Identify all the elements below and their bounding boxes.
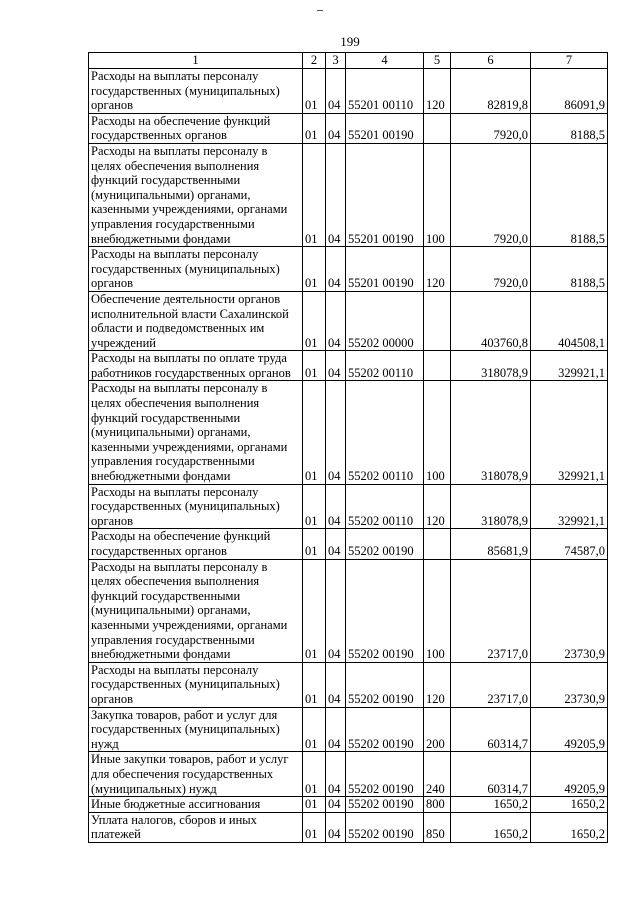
header-col-7: 7 — [531, 53, 608, 69]
row-expense-type: 120 — [424, 69, 451, 114]
row-section: 01 — [303, 291, 326, 350]
row-subsection: 04 — [326, 797, 346, 813]
row-amount-col7: 329921,1 — [531, 484, 608, 529]
table-row — [89, 812, 608, 842]
row-amount-col6: 60314,7 — [451, 752, 531, 797]
row-target-article: 55201 00190 — [346, 113, 424, 143]
row-subsection: 04 — [326, 113, 346, 143]
row-expense-type: 100 — [424, 143, 451, 246]
row-section: 01 — [303, 143, 326, 246]
header-col-1: 1 — [89, 53, 303, 69]
row-section: 01 — [303, 247, 326, 292]
header-col-3: 3 — [326, 53, 346, 69]
table-row — [89, 662, 608, 707]
row-amount-col7: 8188,5 — [531, 247, 608, 292]
row-section: 01 — [303, 707, 326, 752]
row-amount-col6: 23717,0 — [451, 559, 531, 662]
row-subsection: 04 — [326, 662, 346, 707]
table-header-row — [89, 53, 608, 69]
row-expense-type: 120 — [424, 662, 451, 707]
row-expense-type: 100 — [424, 559, 451, 662]
row-name: Расходы на обеспечение функций государственных органов — [89, 113, 303, 143]
row-name: Закупка товаров, работ и услуг для государственных (муниципальных) нужд — [89, 707, 303, 752]
row-section: 01 — [303, 529, 326, 559]
row-name: Расходы на выплаты персоналу в целях обеспечения выполнения функций государственными (муниципальными) органами, казенными учреждениями, органами управления государственными внебюджетными фондами — [89, 143, 303, 246]
row-expense-type — [424, 113, 451, 143]
row-subsection: 04 — [326, 529, 346, 559]
row-section: 01 — [303, 69, 326, 114]
table-row — [89, 797, 608, 813]
row-name: Расходы на выплаты персоналу в целях обеспечения выполнения функций государственными (муниципальными) органами, казенными учреждениями, органами управления государственными внебюджетными фондами — [89, 559, 303, 662]
row-target-article: 55201 00190 — [346, 143, 424, 246]
row-amount-col7: 404508,1 — [531, 291, 608, 350]
row-section: 01 — [303, 662, 326, 707]
row-amount-col6: 23717,0 — [451, 662, 531, 707]
table-row — [89, 143, 608, 246]
row-amount-col6: 85681,9 — [451, 529, 531, 559]
row-subsection: 04 — [326, 381, 346, 484]
row-amount-col7: 74587,0 — [531, 529, 608, 559]
row-expense-type: 850 — [424, 812, 451, 842]
row-expense-type: 100 — [424, 381, 451, 484]
row-expense-type: 120 — [424, 484, 451, 529]
row-subsection: 04 — [326, 752, 346, 797]
row-section: 01 — [303, 797, 326, 813]
row-name: Расходы на выплаты персоналу государственных (муниципальных) органов — [89, 69, 303, 114]
table-body — [89, 53, 608, 843]
row-amount-col7: 86091,9 — [531, 69, 608, 114]
row-target-article: 55202 00190 — [346, 707, 424, 752]
row-name: Расходы на выплаты по оплате труда работников государственных органов — [89, 351, 303, 381]
row-subsection: 04 — [326, 247, 346, 292]
row-target-article: 55202 00190 — [346, 797, 424, 813]
header-col-2: 2 — [303, 53, 326, 69]
row-expense-type: 240 — [424, 752, 451, 797]
header-col-5: 5 — [424, 53, 451, 69]
row-subsection: 04 — [326, 812, 346, 842]
row-name: Расходы на выплаты персоналу государственных (муниципальных) органов — [89, 662, 303, 707]
table-row — [89, 484, 608, 529]
row-target-article: 55202 00190 — [346, 662, 424, 707]
row-amount-col6: 7920,0 — [451, 143, 531, 246]
budget-table — [88, 52, 608, 843]
table-row — [89, 529, 608, 559]
row-amount-col7: 49205,9 — [531, 752, 608, 797]
row-expense-type — [424, 291, 451, 350]
row-expense-type: 800 — [424, 797, 451, 813]
table-row — [89, 291, 608, 350]
row-name: Расходы на выплаты персоналу государственных (муниципальных) органов — [89, 484, 303, 529]
row-amount-col6: 318078,9 — [451, 351, 531, 381]
row-expense-type: 120 — [424, 247, 451, 292]
row-amount-col6: 403760,8 — [451, 291, 531, 350]
row-amount-col6: 318078,9 — [451, 381, 531, 484]
table-row — [89, 381, 608, 484]
row-name: Уплата налогов, сборов и иных платежей — [89, 812, 303, 842]
row-subsection: 04 — [326, 69, 346, 114]
scan-mark — [317, 10, 323, 11]
table-row — [89, 351, 608, 381]
row-amount-col7: 1650,2 — [531, 812, 608, 842]
header-col-4: 4 — [346, 53, 424, 69]
row-subsection: 04 — [326, 351, 346, 381]
row-name: Расходы на обеспечение функций государственных органов — [89, 529, 303, 559]
table-row — [89, 559, 608, 662]
row-subsection: 04 — [326, 559, 346, 662]
row-name: Расходы на выплаты персоналу в целях обеспечения выполнения функций государственными (муниципальными) органами, казенными учреждениями, органами управления государственными внебюджетными фондами — [89, 381, 303, 484]
row-section: 01 — [303, 559, 326, 662]
row-target-article: 55202 00190 — [346, 812, 424, 842]
row-subsection: 04 — [326, 484, 346, 529]
row-target-article: 55202 00000 — [346, 291, 424, 350]
row-subsection: 04 — [326, 291, 346, 350]
row-expense-type — [424, 351, 451, 381]
table-row — [89, 707, 608, 752]
row-target-article: 55202 00190 — [346, 559, 424, 662]
row-amount-col7: 8188,5 — [531, 113, 608, 143]
row-expense-type — [424, 529, 451, 559]
row-name: Расходы на выплаты персоналу государственных (муниципальных) органов — [89, 247, 303, 292]
row-amount-col7: 49205,9 — [531, 707, 608, 752]
row-amount-col6: 318078,9 — [451, 484, 531, 529]
row-target-article: 55202 00110 — [346, 484, 424, 529]
row-amount-col7: 329921,1 — [531, 381, 608, 484]
row-amount-col6: 7920,0 — [451, 113, 531, 143]
row-amount-col7: 23730,9 — [531, 662, 608, 707]
table-row — [89, 113, 608, 143]
row-amount-col7: 8188,5 — [531, 143, 608, 246]
row-amount-col7: 329921,1 — [531, 351, 608, 381]
row-target-article: 55202 00110 — [346, 381, 424, 484]
row-subsection: 04 — [326, 707, 346, 752]
row-amount-col7: 23730,9 — [531, 559, 608, 662]
row-name: Обеспечение деятельности органов исполнительной власти Сахалинской области и подведомственных им учреждений — [89, 291, 303, 350]
row-section: 01 — [303, 484, 326, 529]
row-amount-col6: 82819,8 — [451, 69, 531, 114]
row-name: Иные закупки товаров, работ и услуг для обеспечения государственных (муниципальных) нужд — [89, 752, 303, 797]
row-amount-col6: 60314,7 — [451, 707, 531, 752]
row-amount-col6: 1650,2 — [451, 812, 531, 842]
row-section: 01 — [303, 812, 326, 842]
row-amount-col6: 1650,2 — [451, 797, 531, 813]
row-target-article: 55202 00110 — [346, 351, 424, 381]
row-expense-type: 200 — [424, 707, 451, 752]
header-col-6: 6 — [451, 53, 531, 69]
table-row — [89, 752, 608, 797]
row-section: 01 — [303, 752, 326, 797]
row-amount-col6: 7920,0 — [451, 247, 531, 292]
table-row — [89, 69, 608, 114]
table-row — [89, 247, 608, 292]
row-section: 01 — [303, 113, 326, 143]
page-number: 199 — [340, 34, 360, 49]
row-section: 01 — [303, 381, 326, 484]
row-target-article: 55202 00190 — [346, 529, 424, 559]
row-amount-col7: 1650,2 — [531, 797, 608, 813]
row-target-article: 55202 00190 — [346, 752, 424, 797]
row-target-article: 55201 00190 — [346, 247, 424, 292]
row-name: Иные бюджетные ассигнования — [89, 797, 303, 813]
row-subsection: 04 — [326, 143, 346, 246]
row-section: 01 — [303, 351, 326, 381]
row-target-article: 55201 00110 — [346, 69, 424, 114]
